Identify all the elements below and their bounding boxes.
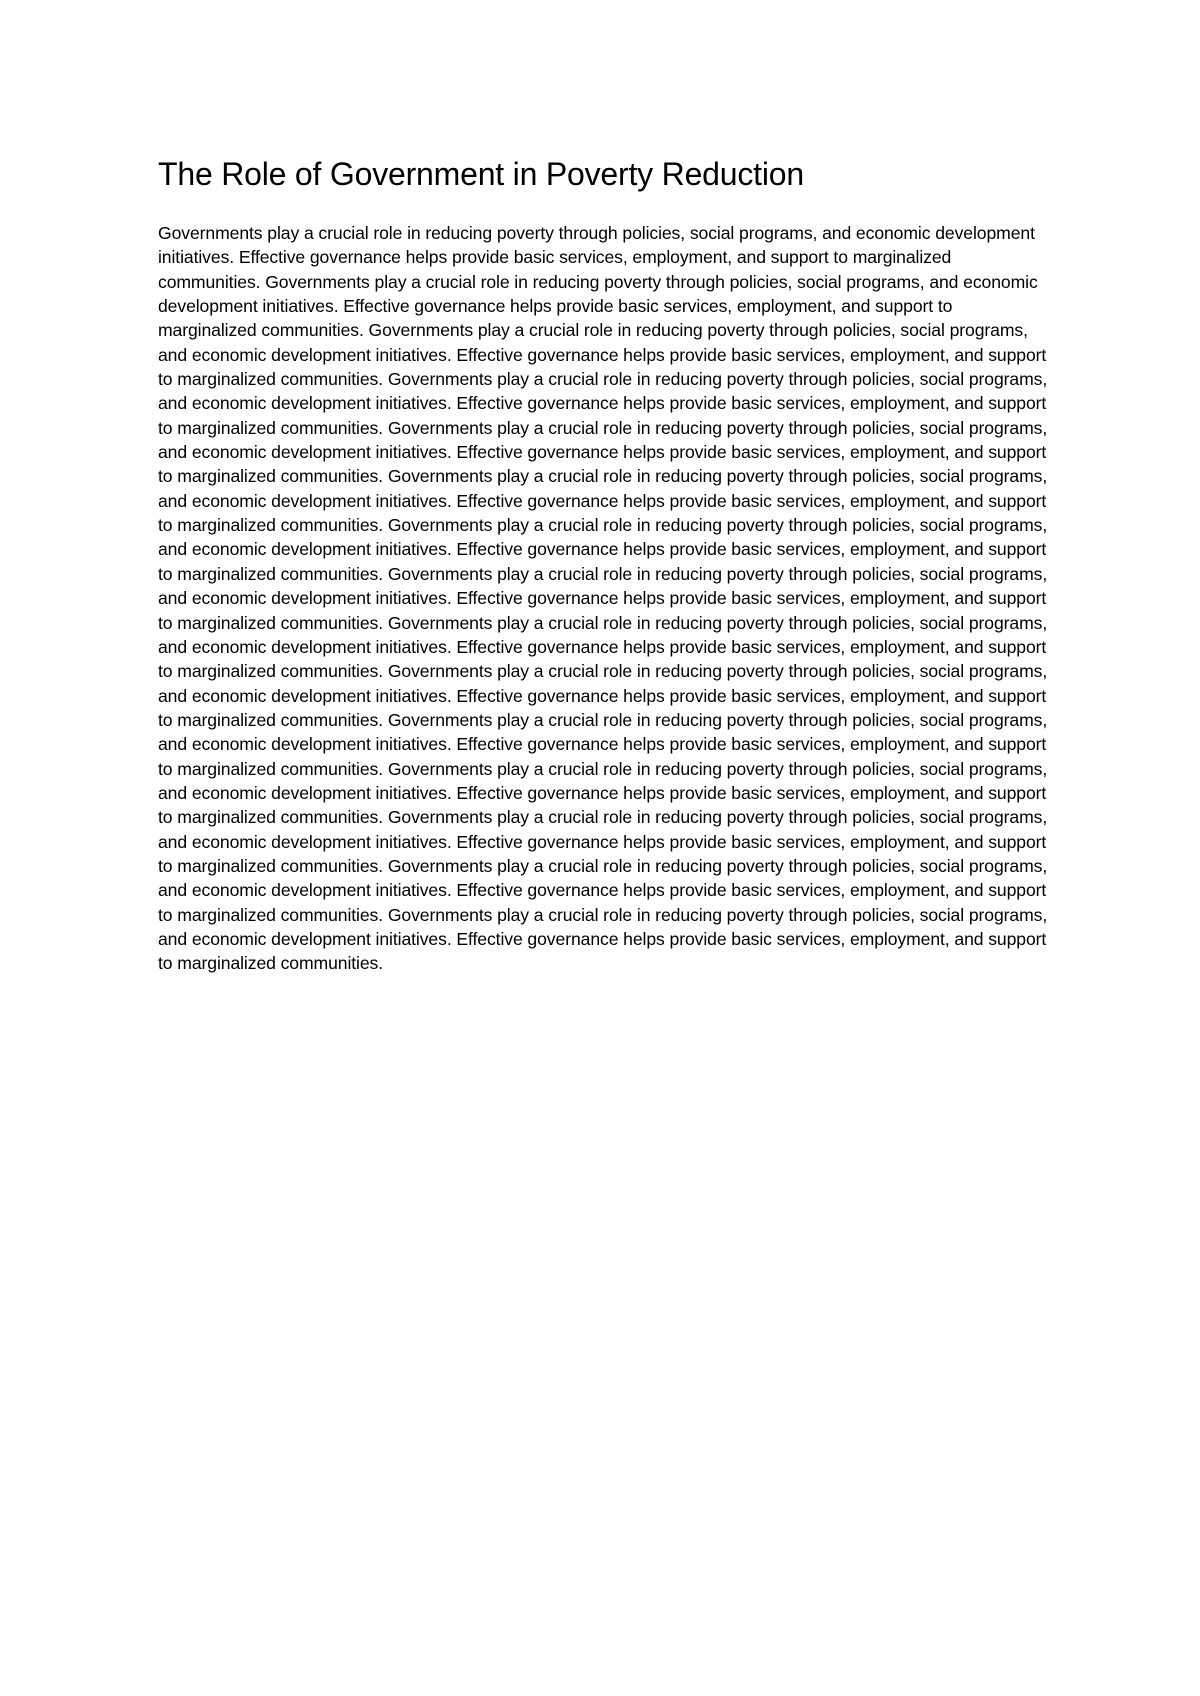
document-title: The Role of Government in Poverty Reduction: [158, 156, 804, 192]
document-body-paragraph: Governments play a crucial role in reducing poverty through policies, social programs, and economic development initiatives. Effective governance helps provide basic services, employment, and support to marginalized communities. Governments play a crucial role in reducing poverty through policies, social programs, and economic development initiatives. Effective governance helps provide basic services, employment, and support to marginalized communities. Governments play a crucial role in reducing poverty through policies, social programs, and economic development initiatives. Effective governance helps provide basic services, employment, and support to marginalized communities. Governments play a crucial role in reducing poverty through policies, social programs, and economic development initiatives. Effective governance helps provide basic services, employment, and support to marginalized communities. Governments play a crucial role in reducing poverty through policies, social programs, and economic development initiatives. Effective governance helps provide basic services, employment, and support to marginalized communities. Governments play a crucial role in reducing poverty through policies, social programs, and economic development initiatives. Effective governance helps provide basic services, employment, and support to marginalized communities. Governments play a crucial role in reducing poverty through policies, social programs, and economic development initiatives. Effective governance helps provide basic services, employment, and support to marginalized communities. Governments play a crucial role in reducing poverty through policies, social programs, and economic development initiatives. Effective governance helps provide basic services, employment, and support to marginalized communities. Governments play a crucial role in reducing poverty through policies, social programs, and economic development initiatives. Effective governance helps provide basic services, employment, and support to marginalized communities. Governments play a crucial role in reducing poverty through policies, social programs, and economic development initiatives. Effective governance helps provide basic services, employment, and support to marginalized communities. Governments play a crucial role in reducing poverty through policies, social programs, and economic development initiatives. Effective governance helps provide basic services, employment, and support to marginalized communities. Governments play a crucial role in reducing poverty through policies, social programs, and economic development initiatives. Effective governance helps provide basic services, employment, and support to marginalized communities. Governments play a crucial role in reducing poverty through policies, social programs, and economic development initiatives. Effective governance helps provide basic services, employment, and support to marginalized communities. Governments play a crucial role in reducing poverty through policies, social programs, and economic development initiatives. Effective governance helps provide basic services, employment, and support to marginalized communities. Governments play a crucial role in reducing poverty through policies, social programs, and economic development initiatives. Effective governance helps provide basic services, employment, and support to marginalized communities.: [158, 223, 1048, 974]
document-content: [158, 154, 1048, 976]
